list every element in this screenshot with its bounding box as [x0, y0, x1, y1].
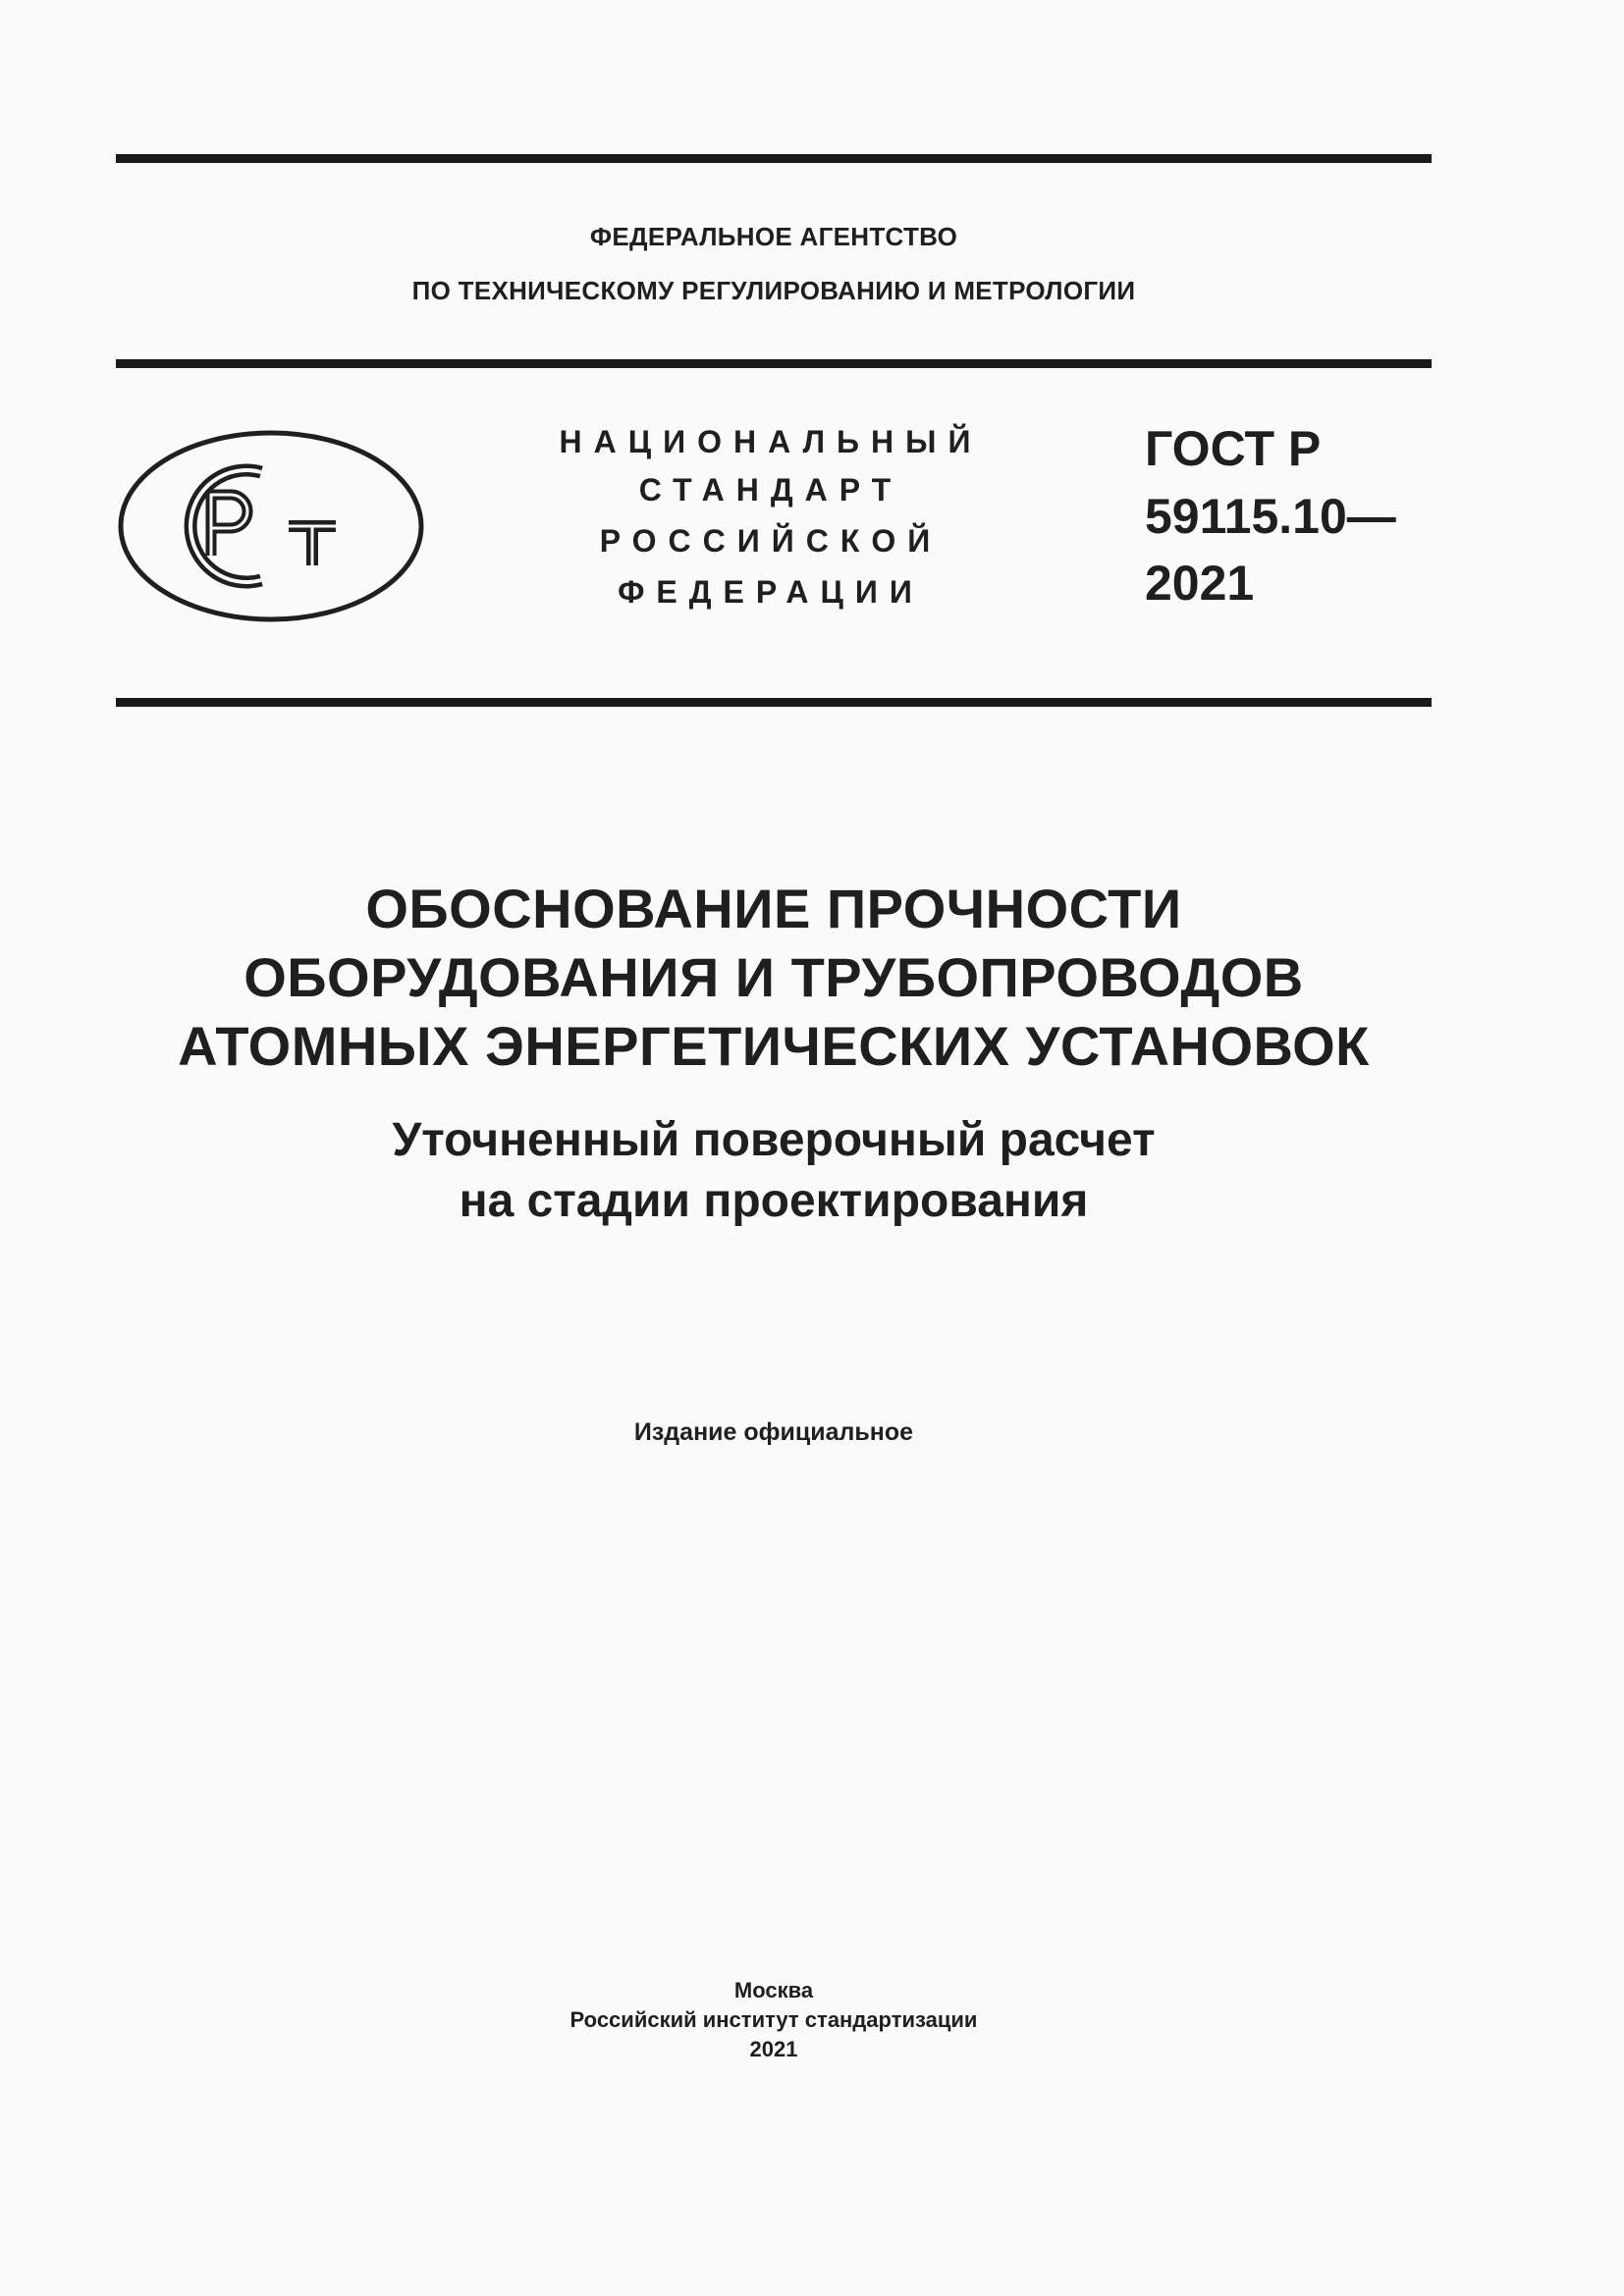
rst-certification-mark-icon — [116, 428, 426, 624]
standard-designation-number: 59115.10— — [1145, 489, 1396, 544]
document-subtitle-line-1: Уточненный поверочный расчет — [392, 1114, 1156, 1166]
standard-type-line-3: РОССИЙСКОЙ — [599, 523, 943, 559]
standard-designation-prefix: ГОСТ Р — [1145, 421, 1322, 476]
masthead-bottom-divider — [116, 698, 1432, 707]
standard-type-line-1: НАЦИОНАЛЬНЫЙ — [559, 424, 983, 459]
edition-label: Издание официальное — [633, 1418, 914, 1446]
imprint-city: Москва — [733, 1978, 814, 2002]
imprint-publisher: Российский институт стандартизации — [569, 2007, 978, 2032]
document-title-line-2: ОБОРУДОВАНИЯ И ТРУБОПРОВОДОВ — [244, 946, 1304, 1008]
document-subtitle-line-2: на стадии проектирования — [459, 1175, 1089, 1227]
agency-name-line-1: ФЕДЕРАЛЬНОЕ АГЕНТСТВО — [589, 222, 958, 251]
standard-type-line-4: ФЕДЕРАЦИИ — [618, 574, 924, 610]
standard-type-line-2: СТАНДАРТ — [638, 472, 903, 507]
header-divider — [116, 359, 1432, 368]
document-title-line-3: АТОМНЫХ ЭНЕРГЕТИЧЕСКИХ УСТАНОВОК — [178, 1015, 1370, 1077]
standard-designation-year: 2021 — [1145, 556, 1255, 611]
top-divider — [116, 154, 1432, 163]
agency-name-line-2: ПО ТЕХНИЧЕСКОМУ РЕГУЛИРОВАНИЮ И МЕТРОЛОГИИ — [411, 276, 1136, 305]
document-title-line-1: ОБОСНОВАНИЕ ПРОЧНОСТИ — [365, 878, 1182, 939]
imprint-year: 2021 — [749, 2037, 798, 2061]
